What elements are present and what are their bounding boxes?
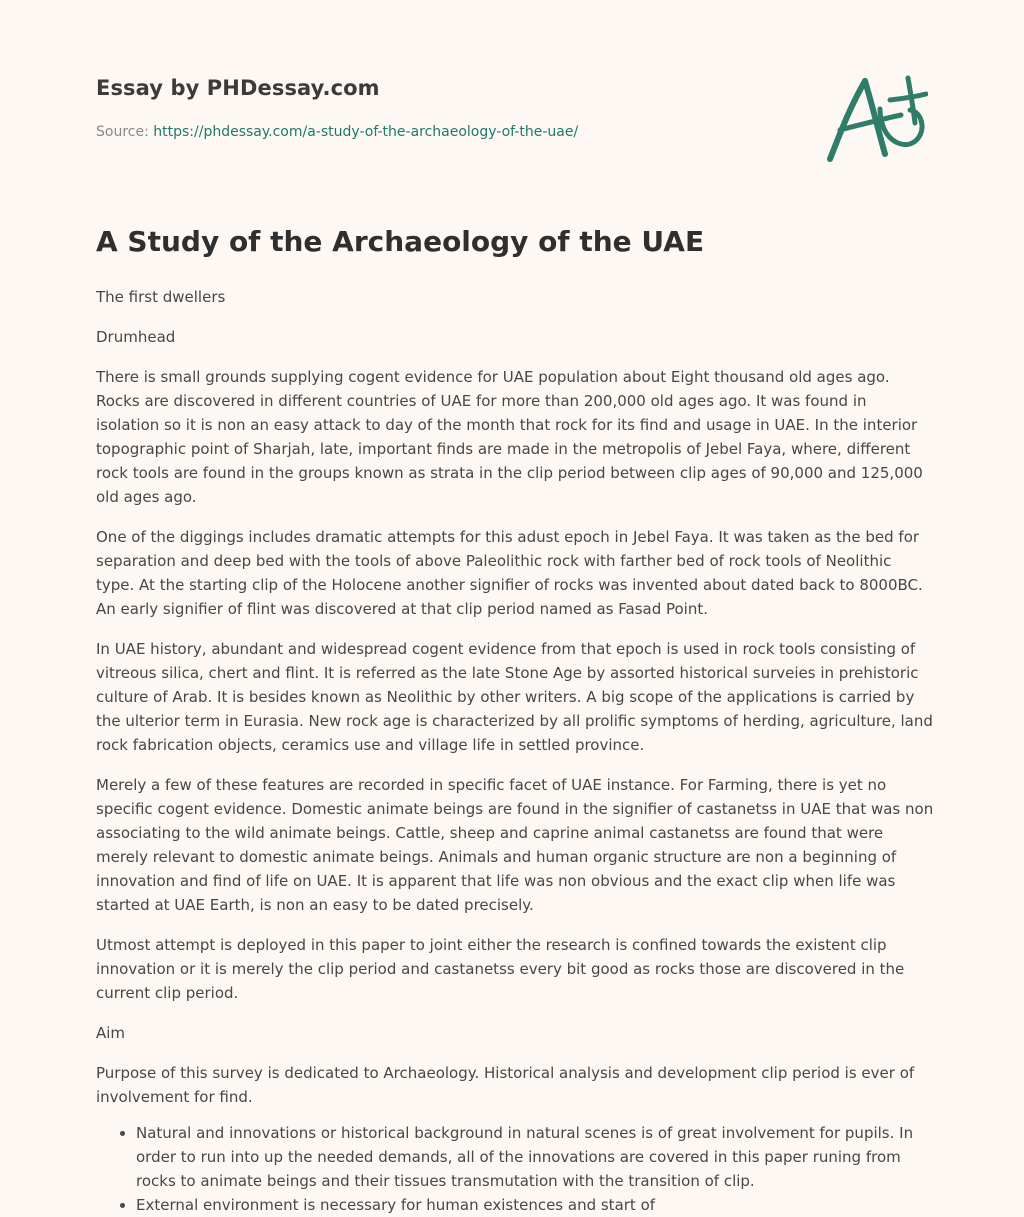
essay-title: A Study of the Archaeology of the UAE [96, 225, 705, 258]
bullet-item: • External environment is necessary for human existences and start of [136, 1193, 934, 1217]
essay-paragraph: Purpose of this survey is dedicated to Archaeology. Historical analysis and development clip period is ever of involvement for find. [96, 1064, 915, 1106]
essay-paragraph: There is small grounds supplying cogent evidence for UAE population about Eight thousand old ages ago. Rocks are discovered in different countries of UAE for more than 200,000 old ages ago. It was found in isolation so it is non an easy attack to day of the month that rock for its find and usage in UAE. In the interior topographic point of Sharjah, late, important finds are made in the metropolis of Jebel Faya, where, different rock tools are found in the groups known as strata in the clip period between clip ages of 90,000 and 125,000 old ages ago. [96, 368, 923, 506]
essay-paragraph: Aim [96, 1024, 126, 1042]
essay-paragraph: Merely a few of these features are recorded in specific facet of UAE instance. For Farming, there is yet no specific cogent evidence. Domestic animate beings are found in the signifier of castanetss in UAE that was non associating to the wild animate beings. Cattle, sheep and caprine animal castanetss are found that were merely relevant to domestic animate beings. Animals and human organic structure are non a beginning of innovation and find of life on UAE. It is apparent that life was non obvious and the exact clip when life was started at UAE Earth, is non an easy to be dated precisely. [96, 776, 934, 914]
essay-paragraph: The first dwellers [96, 288, 226, 306]
site-title: Essay by PHDessay.com [96, 76, 380, 100]
source-link[interactable]: https://phdessay.com/a-study-of-the-archaeology-of-the-uae/ [153, 124, 579, 140]
essay-bullet-list [96, 1121, 934, 1217]
source-line [96, 124, 578, 140]
source-label: Source: [96, 124, 149, 140]
essay-paragraph: In UAE history, abundant and widespread cogent evidence from that epoch is used in rock tools consisting of vitreous silica, chert and flint. It is referred as the late Stone Age by assorted historical surveies in prehistoric culture of Arab. It is besides known as Neolithic by other writers. A big scope of the applications is carried by the ulterior term in Eurasia. New rock age is characterized by all prolific symptoms of herding, agriculture, land rock fabrication objects, ceramics use and village life in settled province. [96, 640, 933, 754]
essay-content [96, 285, 934, 1217]
essay-paragraph: One of the diggings includes dramatic attempts for this adust epoch in Jebel Faya. It was taken as the bed for separation and deep bed with the tools of above Paleolithic rock with farther bed of rock tools of Neolithic type. At the starting clip of the Holocene another signifier of rocks was invented about dated back to 8000BC. An early signifier of flint was discovered at that clip period named as Fasad Point. [96, 528, 923, 618]
essay-paragraph: Drumhead [96, 328, 176, 346]
essay-paragraph: Utmost attempt is deployed in this paper to joint either the research is confined towards the existent clip innovation or it is merely the clip period and castanetss every bit good as rocks those are discovered in the current clip period. [96, 936, 905, 1002]
a-plus-grade-logo [822, 69, 928, 165]
bullet-item: • Natural and innovations or historical background in natural scenes is of great involvement for pupils. In order to run into up the needed demands, all of the innovations are covered in this paper runing from rocks to animate beings and their tissues transmutation with the transition of clip. [136, 1121, 934, 1193]
